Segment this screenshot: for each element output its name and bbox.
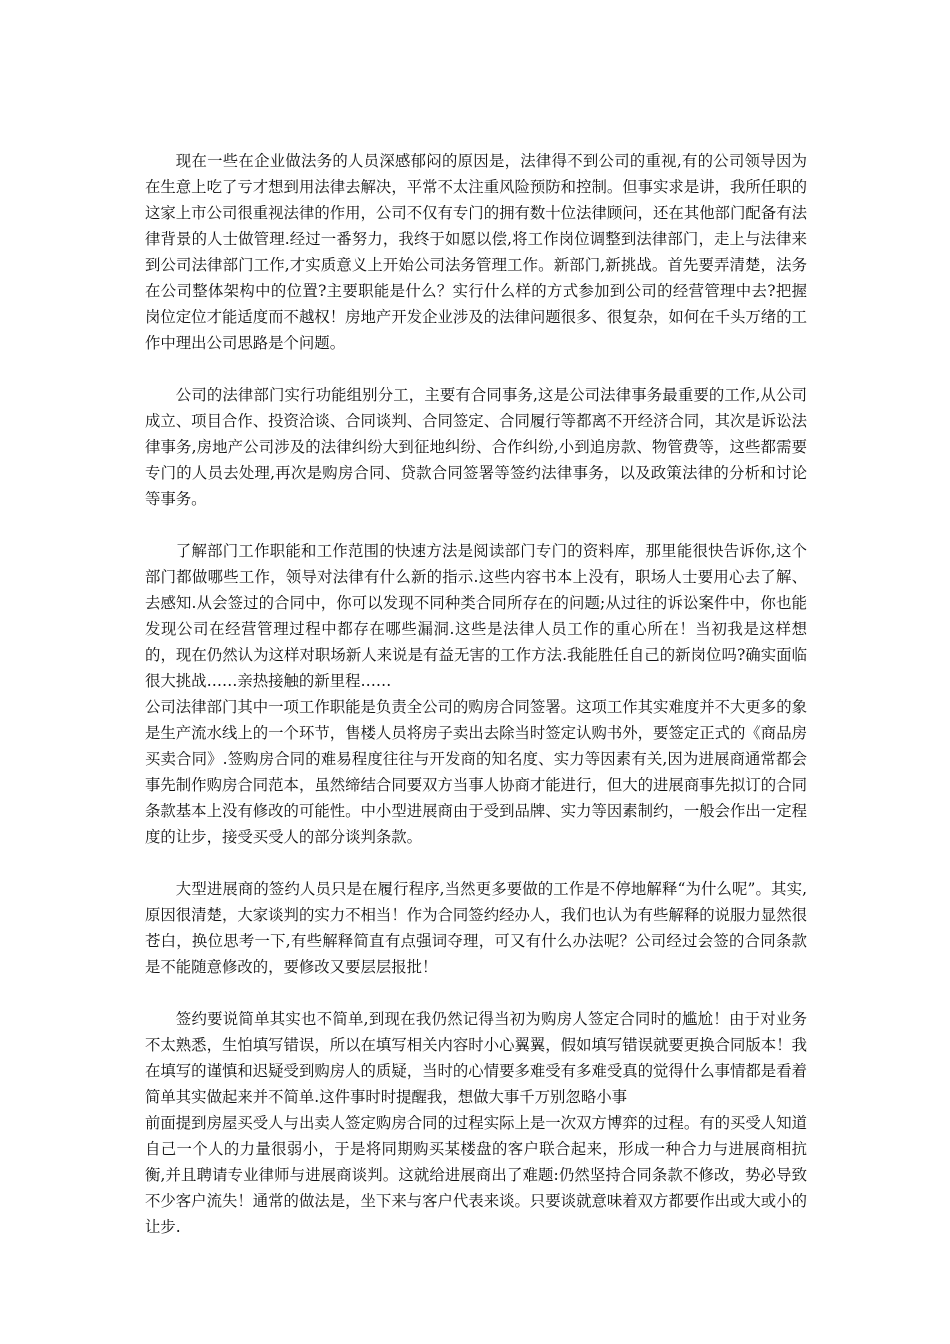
paragraph-1: 现在一些在企业做法务的人员深感郁闷的原因是，法律得不到公司的重视,有的公司领导因为在生意上吃了亏才想到用法律去解决，平常不太注重风险预防和控制。但事实求是讲，我所任职的这家上市公司很重视法律的作用，公司不仅有专门的拥有数十位法律顾问，还在其他部门配备有法律背景的人士做管理.经过一番努力，我终于如愿以偿,将工作岗位调整到法律部门，走上与法律来到公司法律部门工作,才实质意义上开始公司法务管理工作。新部门,新挑战。首先要弄清楚，法务在公司整体架构中的位置?主要职能是什么？实行什么样的方式参加到公司的经营管理中去?把握岗位定位才能适度而不越权！房地产开发企业涉及的法律问题很多、很复杂，如何在千头万绪的工作中理出公司思路是个问题。: [145, 152, 807, 352]
paragraph-2: 公司的法律部门实行功能组别分工，主要有合同事务,这是公司法律事务最重要的工作,从公司成立、项目合作、投资洽谈、合同谈判、合同签定、合同履行等都离不开经济合同，其次是诉讼法律事务,房地产公司涉及的法律纠纷大到征地纠纷、合作纠纷,小到追房款、物管费等，这些都需要专门的人员去处理,再次是购房合同、贷款合同签署等签约法律事务，以及政策法律的分析和讨论等事务。: [145, 386, 807, 508]
paragraph-5: 签约要说简单其实也不简单,到现在我仍然记得当初为购房人签定合同时的尴尬！由于对业务不太熟悉，生怕填写错误，所以在填写相关内容时小心翼翼，假如填写错误就要更换合同版本！我在填写的谨慎和迟疑受到购房人的质疑，当时的心情要多难受有多难受真的觉得什么事情都是看着简单其实做起来并不简单.这件事时时提醒我，想做大事千万别忽略小事: [145, 1010, 807, 1106]
paragraph-gap: [145, 512, 807, 538]
document-page: [145, 148, 807, 1240]
paragraph-4: 大型进展商的签约人员只是在履行程序,当然更多要做的工作是不停地解释“为什么呢”。其实,原因很清楚，大家谈判的实力不相当！作为合同签约经办人，我们也认为有些解释的说服力显然很苍白，换位思考一下,有些解释简直有点强词夺理，可又有什么办法呢？公司经过会签的合同条款是不能随意修改的，要修改又要层层报批！: [145, 880, 807, 976]
paragraph-gap: [145, 850, 807, 876]
paragraph-3-continuation: 公司法律部门其中一项工作职能是负责全公司的购房合同签署。这项工作其实难度并不大更多的象是生产流水线上的一个环节，售楼人员将房子卖出去除当时签定认购书外，要签定正式的《商品房买卖合同》.签购房合同的难易程度往往与开发商的知名度、实力等因素有关,因为进展商通常都会事先制作购房合同范本，虽然缔结合同要双方当事人协商才能进行，但大的进展商事先拟订的合同条款基本上没有修改的可能性。中小型进展商由于受到品牌、实力等因素制约，一般会作出一定程度的让步，接受买受人的部分谈判条款。: [145, 698, 807, 846]
paragraph-gap: [145, 980, 807, 1006]
paragraph-gap: [145, 356, 807, 382]
paragraph-5-continuation: 前面提到房屋买受人与出卖人签定购房合同的过程实际上是一次双方博弈的过程。有的买受人知道自己一个人的力量很弱小，于是将同期购买某楼盘的客户联合起来，形成一种合力与进展商相抗衡,并且聘请专业律师与进展商谈判。这就给进展商出了难题:仍然坚持合同条款不修改，势必导致不少客户流失！通常的做法是，坐下来与客户代表来谈。只要谈就意味着双方都要作出或大或小的让步.: [145, 1114, 807, 1236]
paragraph-3: 了解部门工作职能和工作范围的快速方法是阅读部门专门的资料库，那里能很快告诉你,这个部门都做哪些工作，领导对法律有什么新的指示.这些内容书本上没有，职场人士要用心去了解、去感知.从会签过的合同中，你可以发现不同种类合同所存在的问题;从过往的诉讼案件中，你也能发现公司在经营管理过程中都存在哪些漏洞.这些是法律人员工作的重心所在！当初我是这样想的，现在仍然认为这样对职场新人来说是有益无害的工作方法.我能胜任自己的新岗位吗?确实面临很大挑战……亲热接触的新里程……: [145, 542, 807, 690]
